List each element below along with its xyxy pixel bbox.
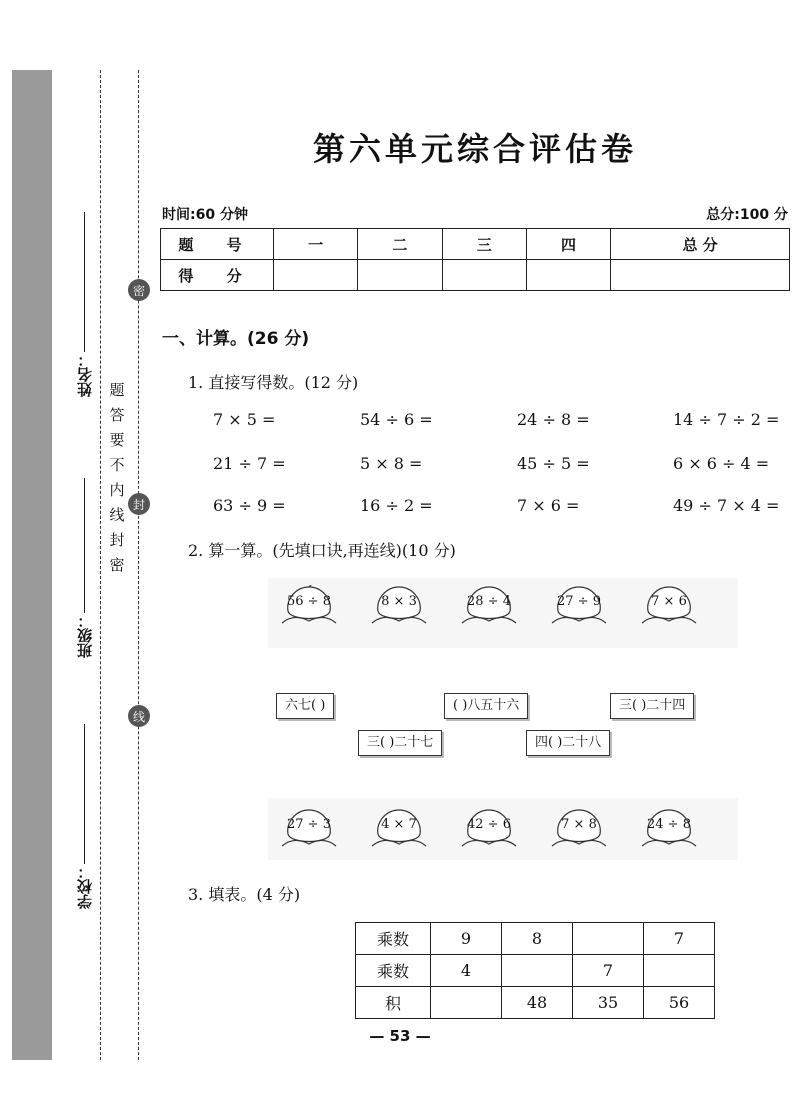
table-row — [356, 987, 715, 1019]
seal-char: 线 — [109, 506, 125, 524]
calc-item[interactable]: 21 ÷ 7 = — [213, 454, 286, 473]
calc-item[interactable]: 5 × 8 = — [360, 454, 423, 473]
seal-char: 密 — [109, 556, 125, 574]
score-table-header-row — [161, 229, 790, 260]
score-input-cell[interactable] — [358, 260, 442, 291]
seal-mark-mi: 密 — [128, 279, 150, 301]
score-header-cell: 三 — [442, 229, 526, 260]
verse-box[interactable]: 四( )二十八 — [526, 730, 610, 756]
table-cell: 4 — [431, 955, 502, 987]
row-label: 积 — [356, 987, 431, 1019]
calc-item[interactable]: 7 × 5 = — [213, 410, 276, 429]
name-blank-line — [84, 212, 85, 352]
peach-expression: 28 ÷ 4 — [467, 594, 511, 609]
peach-expression: 27 ÷ 9 — [557, 594, 601, 609]
peach-card[interactable] — [278, 585, 340, 629]
peach-expression: 4 × 7 — [381, 817, 417, 832]
question-1-title: 1. 直接写得数。(12 分) — [188, 373, 359, 392]
table-row — [356, 923, 715, 955]
seal-char: 答 — [109, 406, 125, 424]
blank-cell[interactable] — [573, 923, 644, 955]
table-cell: 8 — [502, 923, 573, 955]
school-field[interactable] — [64, 724, 104, 909]
peach-expression: 56 ÷ 8 — [287, 594, 331, 609]
peach-card[interactable] — [548, 808, 610, 852]
row-label: 乘数 — [356, 955, 431, 987]
class-field[interactable] — [64, 478, 104, 658]
score-row-label: 得 分 — [161, 260, 274, 291]
page-number: — 53 — — [369, 1027, 431, 1045]
seal-char: 要 — [109, 431, 125, 449]
table-cell: 7 — [573, 955, 644, 987]
school-blank-line — [84, 724, 85, 864]
score-header-cell: 四 — [526, 229, 610, 260]
score-input-cell[interactable] — [274, 260, 358, 291]
table-cell: 56 — [644, 987, 715, 1019]
peach-card[interactable] — [458, 585, 520, 629]
verse-box[interactable]: 三( )二十四 — [610, 693, 694, 719]
seal-mark-xian: 线 — [128, 705, 150, 727]
class-blank-line — [84, 478, 85, 613]
peach-card[interactable] — [368, 585, 430, 629]
cut-line-inner — [138, 70, 139, 1060]
score-header-cell: 二 — [358, 229, 442, 260]
school-label: 学校： — [75, 864, 94, 909]
calc-item[interactable]: 6 × 6 ÷ 4 = — [673, 454, 770, 473]
peach-card[interactable] — [458, 808, 520, 852]
calc-item[interactable]: 7 × 6 = — [517, 496, 580, 515]
calc-item[interactable]: 54 ÷ 6 = — [360, 410, 433, 429]
score-input-cell[interactable] — [611, 260, 790, 291]
seal-char: 内 — [109, 481, 125, 499]
score-header-cell: 一 — [274, 229, 358, 260]
question-3-title: 3. 填表。(4 分) — [188, 885, 301, 904]
table-cell: 48 — [502, 987, 573, 1019]
table-cell: 9 — [431, 923, 502, 955]
peach-expression: 7 × 8 — [561, 817, 597, 832]
calc-item[interactable]: 45 ÷ 5 = — [517, 454, 590, 473]
seal-char: 封 — [109, 531, 125, 549]
verse-box[interactable]: 六七( ) — [276, 693, 334, 719]
seal-mark-feng: 封 — [128, 493, 150, 515]
peach-card[interactable] — [548, 585, 610, 629]
multiplication-table — [355, 922, 715, 1019]
binding-margin-band — [12, 70, 52, 1060]
peach-expression: 8 × 3 — [381, 594, 417, 609]
blank-cell[interactable] — [644, 955, 715, 987]
peach-card[interactable] — [278, 808, 340, 852]
class-label: 班级： — [75, 613, 94, 658]
blank-cell[interactable] — [502, 955, 573, 987]
calc-item[interactable]: 49 ÷ 7 × 4 = — [673, 496, 780, 515]
score-table — [160, 228, 790, 291]
time-limit: 时间:60 分钟 — [162, 207, 248, 223]
score-header-cell: 总 分 — [611, 229, 790, 260]
score-input-cell[interactable] — [442, 260, 526, 291]
peach-card[interactable] — [638, 585, 700, 629]
seal-char: 题 — [109, 381, 125, 399]
score-header-cell: 题 号 — [161, 229, 274, 260]
page-title: 第六单元综合评估卷 — [312, 130, 637, 168]
score-table-score-row — [161, 260, 790, 291]
name-label: 姓名： — [75, 352, 94, 397]
peach-expression: 42 ÷ 6 — [467, 817, 511, 832]
table-row — [356, 955, 715, 987]
blank-cell[interactable] — [431, 987, 502, 1019]
verse-box[interactable]: ( )八五十六 — [444, 693, 528, 719]
calc-item[interactable]: 63 ÷ 9 = — [213, 496, 286, 515]
verse-box[interactable]: 三( )二十七 — [358, 730, 442, 756]
calc-item[interactable]: 14 ÷ 7 ÷ 2 = — [673, 410, 780, 429]
seal-warning-text — [104, 378, 130, 578]
calc-item[interactable]: 16 ÷ 2 = — [360, 496, 433, 515]
question-2-title: 2. 算一算。(先填口诀,再连线)(10 分) — [188, 541, 456, 560]
total-score: 总分:100 分 — [706, 207, 788, 223]
score-input-cell[interactable] — [526, 260, 610, 291]
seal-char: 不 — [109, 456, 125, 474]
calc-item[interactable]: 24 ÷ 8 = — [517, 410, 590, 429]
section-title: 一、计算。(26 分) — [162, 329, 310, 349]
table-cell: 35 — [573, 987, 644, 1019]
peach-expression: 7 × 6 — [651, 594, 687, 609]
peach-expression: 27 ÷ 3 — [287, 817, 331, 832]
row-label: 乘数 — [356, 923, 431, 955]
peach-card[interactable] — [368, 808, 430, 852]
name-field[interactable] — [64, 212, 104, 397]
peach-card[interactable] — [638, 808, 700, 852]
table-cell: 7 — [644, 923, 715, 955]
peach-expression: 24 ÷ 8 — [647, 817, 691, 832]
